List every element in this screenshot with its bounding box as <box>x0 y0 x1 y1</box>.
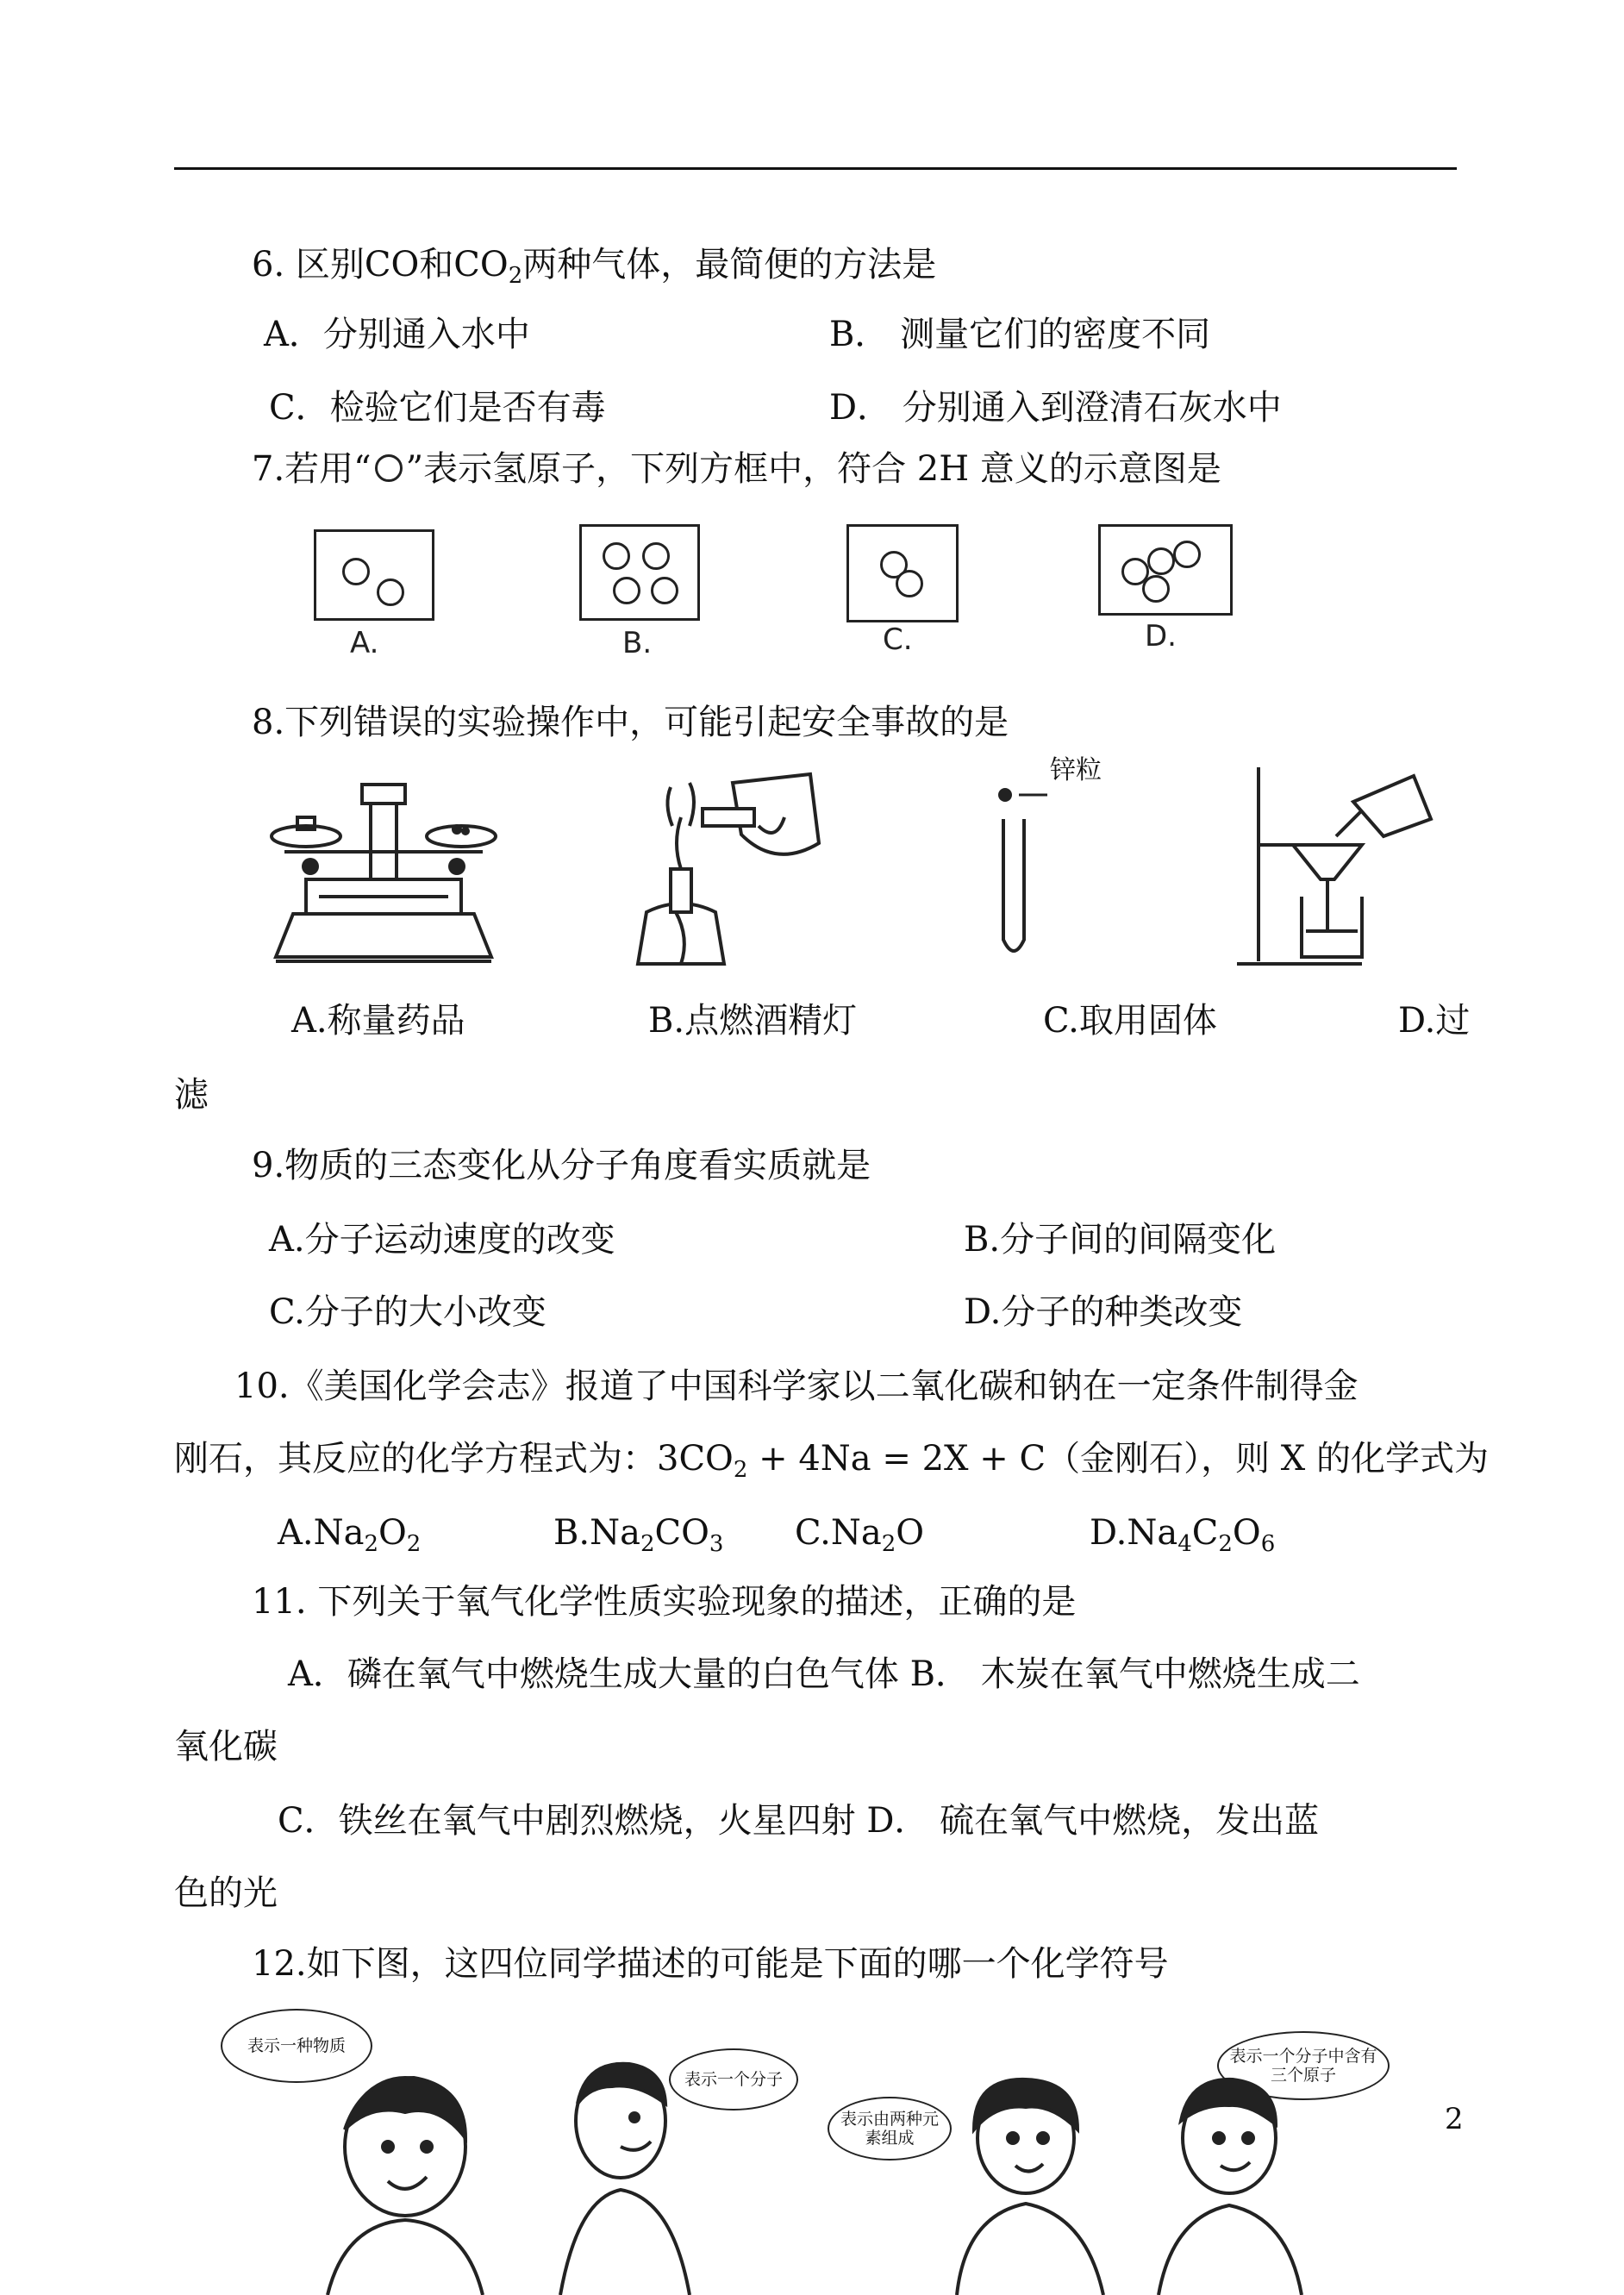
atom-icon <box>613 577 640 604</box>
q8-option-c: C.取用固体 <box>1043 1001 1217 1041</box>
q7-box-c <box>846 524 959 622</box>
student-1-figure <box>310 2069 500 2295</box>
q10-option-a: $A.Na_2O_2$ <box>278 1513 422 1557</box>
speech-bubble-2: 表示一个分子 <box>669 2048 798 2111</box>
q8-option-b: B.点燃酒精灯 <box>648 1001 858 1041</box>
q11-stem: 11. 下列关于氧气化学性质实验现象的描述，正确的是 <box>252 1582 1077 1622</box>
q11-option-b-cont: 氧化碳 <box>174 1727 278 1767</box>
q6-option-b: B． 测量它们的密度不同 <box>829 315 1211 354</box>
q7-stem: 7.若用“ ”表示氢原子，下列方框中，符合 2H 意义的示意图是 <box>252 449 1221 489</box>
atom-icon <box>377 578 404 606</box>
atom-icon <box>1142 575 1170 603</box>
q9-option-d: D.分子的种类改变 <box>964 1292 1243 1332</box>
balance-scale-figure <box>259 776 509 974</box>
zinc-granule-label: 锌粒 <box>1050 755 1102 785</box>
q10-stem-line2: 刚石，其反应的化学方程式为：$3CO_2 + 4Na = 2X + C$（金刚石），则 X 的化学式为 <box>174 1439 1489 1483</box>
q7-label-b: B. <box>622 626 653 660</box>
q12-stem: 12.如下图，这四位同学描述的可能是下面的哪一个化学符号 <box>252 1944 1169 1984</box>
q7-box-a <box>314 529 434 621</box>
q10-option-b: $B.Na_2CO_3$ <box>553 1513 724 1557</box>
q6-option-c: C．检验它们是否有毒 <box>269 388 606 428</box>
speech-bubble-4: 表示一个分子中含有三个原子 <box>1217 2031 1390 2100</box>
atom-icon <box>603 542 630 570</box>
header-rule <box>174 167 1457 170</box>
q8-option-d: D.过 <box>1398 1001 1471 1041</box>
q9-option-b: B.分子间的间隔变化 <box>964 1220 1277 1260</box>
student-4-figure <box>1146 2069 1319 2295</box>
q7-box-b <box>579 524 700 621</box>
q10-stem-line1: 10.《美国化学会志》报道了中国科学家以二氧化碳和钠在一定条件制得金 <box>234 1366 1359 1406</box>
filtration-figure <box>1233 750 1448 974</box>
atom-icon <box>342 558 370 585</box>
q6-stem: 6. 区别CO和$CO_2$两种气体，最简便的方法是 <box>252 245 937 289</box>
q7-label-c: C. <box>883 622 913 657</box>
q7-label-d: D. <box>1145 619 1177 653</box>
speech-bubble-3: 表示由两种元素组成 <box>828 2097 952 2161</box>
atom-icon <box>642 542 670 570</box>
q10-option-c: $C.Na_2O$ <box>795 1513 925 1557</box>
q11-options-ab: A．磷在氧气中燃烧生成大量的白色气体 B． 木炭在氧气中燃烧生成二 <box>288 1654 1360 1694</box>
q6-option-d: D． 分别通入到澄清石灰水中 <box>829 388 1282 428</box>
q7-box-d <box>1098 524 1233 616</box>
q9-stem: 9.物质的三态变化从分子角度看实质就是 <box>252 1146 871 1185</box>
q6-option-a: A．分别通入水中 <box>264 315 530 354</box>
atom-icon <box>1173 541 1201 568</box>
q11-options-cd: C．铁丝在氧气中剧烈燃烧，火星四射 D． 硫在氧气中燃烧，发出蓝 <box>278 1801 1320 1841</box>
speech-bubble-1: 表示一种物质 <box>221 2009 372 2083</box>
q11-option-d-cont: 色的光 <box>174 1873 278 1913</box>
hydrogen-atom-icon <box>375 454 403 482</box>
q9-option-a: A.分子运动速度的改变 <box>269 1220 615 1260</box>
atom-icon <box>896 570 923 597</box>
q10-option-d: $D.Na_4C_2O_6$ <box>1090 1513 1276 1557</box>
q8-option-d-cont: 滤 <box>174 1075 209 1115</box>
q8-stem: 8.下列错误的实验操作中，可能引起安全事故的是 <box>252 703 1009 742</box>
alcohol-lamp-figure <box>621 766 828 981</box>
q9-option-c: C.分子的大小改变 <box>269 1292 547 1332</box>
student-3-figure <box>940 2069 1121 2295</box>
student-2-figure <box>552 2052 707 2295</box>
q7-label-a: A. <box>350 626 379 660</box>
atom-icon <box>1147 547 1175 575</box>
page-number: 2 <box>1445 2102 1464 2136</box>
q8-option-a: A.称量药品 <box>291 1001 465 1041</box>
atom-icon <box>651 577 678 604</box>
